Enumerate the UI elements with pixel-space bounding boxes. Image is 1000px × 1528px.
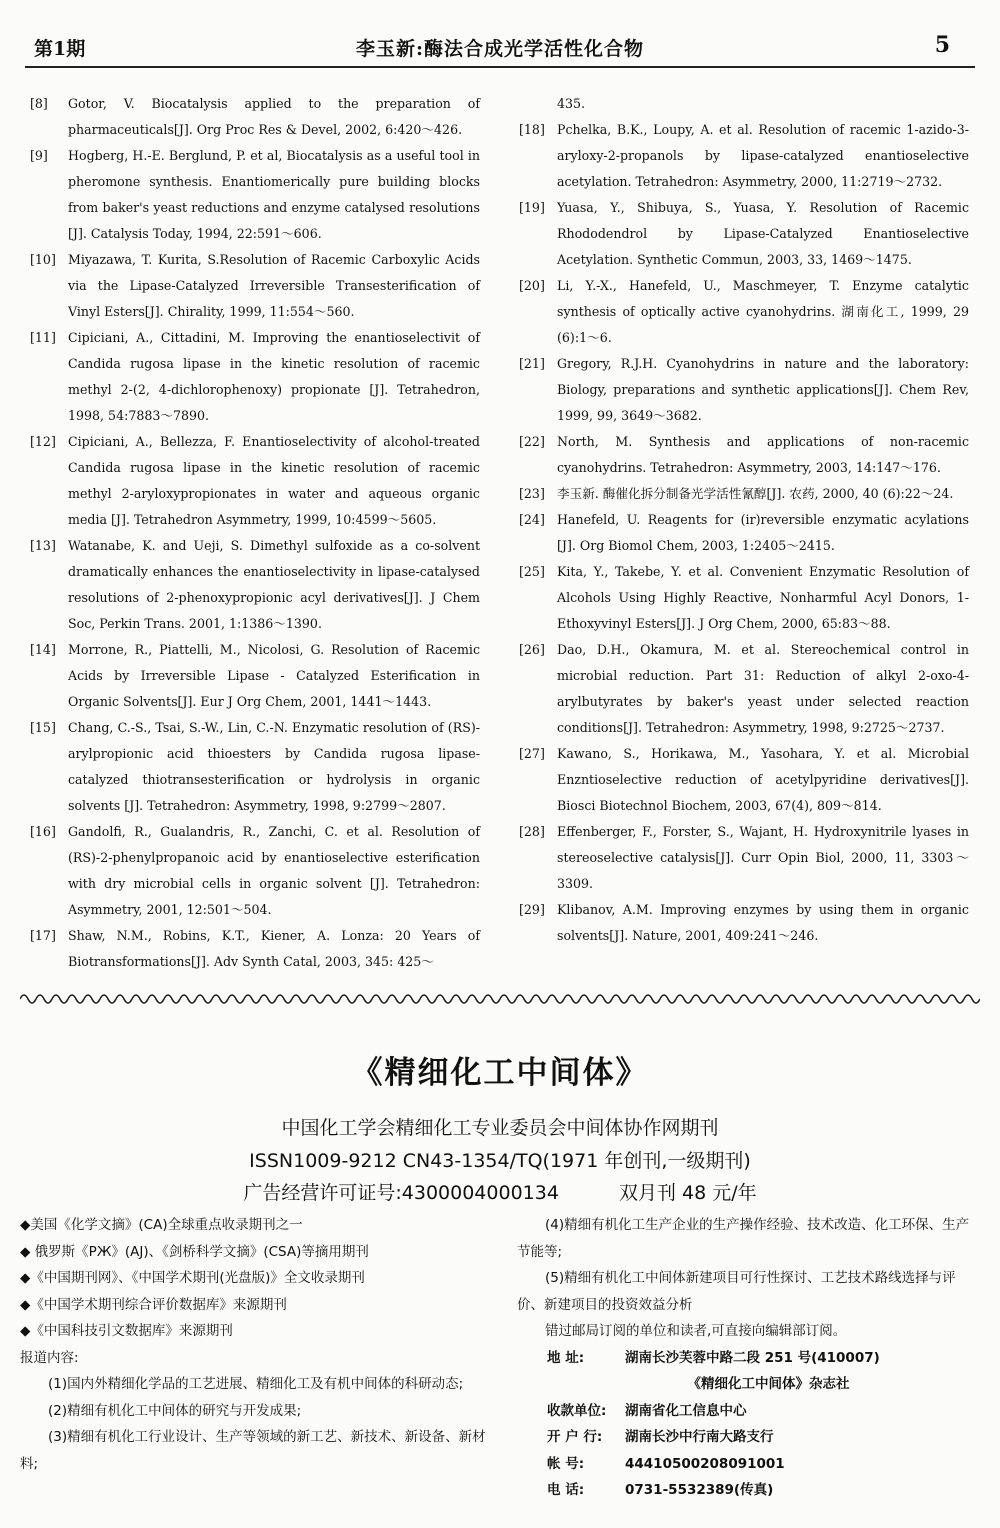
reference-entry	[30, 715, 480, 819]
price: 双月刊 48 元/年	[618, 1182, 757, 1204]
report-item: (2)精细有机化工中间体的研究与开发成果;	[48, 1402, 302, 1419]
reference-number: [28]	[519, 824, 545, 839]
reference-number: [29]	[519, 902, 545, 917]
reference-text: 李玉新. 酶催化拆分制备光学活性氰醇[J]. 农药, 2000, 40 (6):22～24.	[557, 486, 954, 501]
references-right-column	[519, 91, 969, 949]
reference-text: Effenberger, F., Forster, S., Wajant, H. Hydroxynitrile lyases in stereoselective catalysis[J]. Curr Opin Biol, 2000, 11, 3303～3309.	[557, 824, 969, 891]
account-row	[517, 1451, 980, 1478]
reference-number: [13]	[30, 538, 56, 553]
reference-text: Hanefeld, U. Reagents for (ir)reversible enzymatic acylations [J]. Org Biomol Chem, 2003, 1:2405～2415.	[557, 512, 969, 553]
reference-entry	[519, 195, 969, 273]
reference-entry	[519, 429, 969, 481]
reference-number: [18]	[519, 122, 545, 137]
account-label: 帐 号:	[547, 1455, 585, 1472]
journal-issn: ISSN1009-9212 CN43-1354/TQ(1971 年创刊,一级期刊)	[249, 1150, 751, 1172]
reference-entry	[519, 637, 969, 741]
reference-text: Kawano, S., Horikawa, M., Yasohara, Y. et al. Microbial Enzntioselective reduction of acetylpyridine derivatives[J]. Biosci Biotechnol Biochem, 2003, 67(4), 809～814.	[557, 746, 969, 813]
reference-text: Cipiciani, A., Bellezza, F. Enantioselectivity of alcohol-treated Candida rugosa lipase in the kinetic resolution of racemic methyl 2-aryloxypropionates in water and aqueous organic media [J]. Tetrahedron Asymmetry, 1999, 10:4599～5605.	[68, 434, 480, 527]
reference-number: [15]	[30, 720, 56, 735]
running-title: 李玉新:酶法合成光学活性化合物	[355, 38, 644, 60]
reference-entry	[519, 351, 969, 429]
reference-number: [22]	[519, 434, 545, 449]
ad-right-column	[517, 1212, 980, 1504]
reference-text: Gandolfi, R., Gualandris, R., Zanchi, C. et al. Resolution of (RS)-2-phenylpropanoic acid by enantioselective esterification with dry microbial cells in organic solvent [J]. Tetrahedron: Asymmetry, 2001, 12:501～504.	[68, 824, 480, 917]
journal-sponsor: 中国化工学会精细化工专业委员会中间体协作网期刊	[281, 1117, 719, 1139]
reference-number: [8]	[30, 96, 48, 111]
page-header	[0, 0, 1000, 70]
reference-text: Dao, D.H., Okamura, M. et al. Stereochemical control in microbial reduction. Part 31: Reduction of alkyl 2-oxo-4-arylbutyrates by baker's yeast under selected reaction conditions[J]. Tetrahedron: Asymmetry, 1998, 9:2725～2737.	[557, 642, 969, 735]
license-number: 广告经营许可证号:4300004000134	[243, 1182, 559, 1204]
reference-entry	[519, 91, 969, 117]
reference-text: Hogberg, H.-E. Berglund, P. et al, Biocatalysis as a useful tool in pheromone synthesis. Enantiomerically pure building blocks from baker's yeast reductions and enzyme catalysed resolutions [J]. Catalysis Today, 1994, 22:591～606.	[68, 148, 480, 241]
reference-text: Cipiciani, A., Cittadini, M. Improving the enantioselectivit of Candida rugosa lipase in the kinetic resolution of racemic methyl 2-(2, 4-dichlorophenoxy) propionate [J]. Tetrahedron, 1998, 54:7883～7890.	[68, 330, 480, 423]
reference-text: Chang, C.-S., Tsai, S.-W., Lin, C.-N. Enzymatic resolution of (RS)-arylpropionic acid thioesters by Candida rugosa lipase-catalyzed thiotransesterification or hydrolysis in organic solvents [J]. Tetrahedron: Asymmetry, 1998, 9:2799～2807.	[68, 720, 480, 813]
reference-number: [16]	[30, 824, 56, 839]
report-item: (3)精细有机化工行业设计、生产等领域的新工艺、新技术、新设备、新材料;	[20, 1429, 486, 1472]
reference-entry	[30, 429, 480, 533]
phone-row	[517, 1477, 980, 1504]
reference-text: Shaw, N.M., Robins, K.T., Kiener, A. Lonza: 20 Years of Biotransformations[J]. Adv Synth Catal, 2003, 345: 425～	[68, 928, 480, 969]
publisher-name: 《精细化工中间体》杂志社	[687, 1376, 850, 1392]
address-label: 地 址:	[547, 1349, 585, 1366]
reference-entry	[519, 117, 969, 195]
reference-number: [25]	[519, 564, 545, 579]
reference-entry	[519, 481, 969, 507]
ad-bullet: ◆ 《中国学术期刊综合评价数据库》来源期刊	[20, 1292, 488, 1319]
report-item: (1)国内外精细化学品的工艺进展、精细化工及有机中间体的科研动态;	[48, 1376, 464, 1392]
reference-number: [23]	[519, 486, 545, 501]
reference-number: [26]	[519, 642, 545, 657]
payee-row	[517, 1398, 980, 1425]
reference-text: Yuasa, Y., Shibuya, S., Yuasa, Y. Resolution of Racemic Rhododendrol by Lipase-Catalyzed Enantioselective Acetylation. Synthetic Commun, 2003, 33, 1469～1475.	[557, 200, 969, 267]
reference-text: Kita, Y., Takebe, Y. et al. Convenient Enzymatic Resolution of Alcohols Using Highly Reactive, Nonharmful Acyl Donors, 1-Ethoxyvinyl Esters[J]. J Org Chem, 2000, 65:83～88.	[557, 564, 969, 631]
reference-number: [27]	[519, 746, 545, 761]
address-value: 湖南长沙芙蓉中路二段 251 号(410007)	[625, 1349, 880, 1366]
ad-left-column	[20, 1212, 488, 1477]
report-item: (4)精细有机化工生产企业的生产操作经验、技术改造、化工环保、生产节能等;	[517, 1217, 970, 1260]
reference-number: [10]	[30, 252, 56, 267]
reference-number: [17]	[30, 928, 56, 943]
reference-text: Gotor, V. Biocatalysis applied to the preparation of pharmaceuticals[J]. Org Proc Res & Devel, 2002, 6:420～426.	[68, 96, 480, 137]
reference-number: [21]	[519, 356, 545, 371]
ad-bullet: ◆ 《中国科技引文数据库》来源期刊	[20, 1318, 488, 1345]
reference-entry	[519, 819, 969, 897]
reference-entry	[30, 637, 480, 715]
phone-label: 电 话:	[547, 1482, 585, 1498]
payee-label: 收款单位:	[547, 1402, 607, 1419]
reference-text: Gregory, R.J.H. Cyanohydrins in nature and the laboratory: Biology, preparations and synthetic applications[J]. Chem Rev, 1999, 99, 3649～3682.	[557, 356, 969, 423]
bank-label: 开 户 行:	[547, 1429, 603, 1445]
reference-number: [14]	[30, 642, 56, 657]
reference-number: [24]	[519, 512, 545, 527]
reference-entry	[519, 273, 969, 351]
ad-bullet: ◆ 美国《化学文摘》(CA)全球重点收录期刊之一	[20, 1212, 488, 1239]
reference-text: 435.	[557, 96, 586, 111]
issue-label: 第1期	[34, 38, 86, 60]
journal-license-line	[0, 1178, 1000, 1205]
bank-row	[517, 1424, 980, 1451]
references-left-column	[30, 91, 480, 975]
reference-text: Watanabe, K. and Ueji, S. Dimethyl sulfoxide as a co-solvent dramatically enhances the enantioselectivity in lipase-catalysed resolutions of 2-phenoxypropionic acyl derivatives[J]. J Chem Soc, Perkin Trans. 2001, 1:1386～1390.	[68, 538, 480, 631]
account-value: 44410500208091001	[625, 1455, 785, 1472]
reference-entry	[30, 325, 480, 429]
page-number: 5	[934, 32, 950, 58]
reference-entry	[519, 741, 969, 819]
reference-number: [19]	[519, 200, 545, 215]
reference-text: Morrone, R., Piattelli, M., Nicolosi, G. Resolution of Racemic Acids by Irreversible Lipase - Catalyzed Esterification in Organic Solvents[J]. Eur J Org Chem, 2001, 1441～1443.	[68, 642, 480, 709]
reference-number: [12]	[30, 434, 56, 449]
ad-bullet: ◆ 俄罗斯《PЖ》(AJ)、《剑桥科学文摘》(CSA)等摘用期刊	[20, 1239, 488, 1266]
phone-value: 0731-5532389(传真)	[625, 1482, 774, 1498]
reference-entry	[30, 91, 480, 143]
payee-value: 湖南省化工信息中心	[625, 1402, 747, 1419]
reference-entry	[30, 819, 480, 923]
reference-entry	[519, 897, 969, 949]
reference-entry	[519, 507, 969, 559]
journal-title: 《精细化工中间体》	[351, 1055, 649, 1091]
reference-text: Pchelka, B.K., Loupy, A. et al. Resolution of racemic 1-azido-3-aryloxy-2-propanols by lipase-catalyzed enantioselective acetylation. Tetrahedron: Asymmetry, 2000, 11:2719～2732.	[557, 122, 969, 189]
reference-number: [9]	[30, 148, 48, 163]
reference-number: [11]	[30, 330, 56, 345]
ornament-divider	[20, 990, 980, 1004]
ad-bullet: ◆ 《中国期刊网》、《中国学术期刊(光盘版)》全文收录期刊	[20, 1265, 488, 1292]
address-row	[517, 1345, 980, 1372]
header-rule	[25, 66, 975, 68]
reference-text: North, M. Synthesis and applications of non-racemic cyanohydrins. Tetrahedron: Asymmetry, 2003, 14:147～176.	[557, 434, 969, 475]
reference-entry	[30, 923, 480, 975]
reference-text: Li, Y.-X., Hanefeld, U., Maschmeyer, T. Enzyme catalytic synthesis of optically active cyanohydrins. 湖南化工, 1999, 29 (6):1～6.	[557, 278, 969, 345]
reference-entry	[30, 143, 480, 247]
reference-entry	[30, 533, 480, 637]
reference-text: Klibanov, A.M. Improving enzymes by using them in organic solvents[J]. Nature, 2001, 409:241～246.	[557, 902, 969, 943]
reference-entry	[519, 559, 969, 637]
reference-number: [20]	[519, 278, 545, 293]
bank-value: 湖南长沙中行南大路支行	[625, 1429, 774, 1445]
subscription-note: 错过邮局订阅的单位和读者,可直接向编辑部订阅。	[545, 1323, 847, 1339]
report-label: 报道内容:	[20, 1349, 79, 1366]
reference-entry	[30, 247, 480, 325]
report-item: (5)精细有机化工中间体新建项目可行性探讨、工艺技术路线选择与评价、新建项目的投资效益分析	[517, 1270, 956, 1313]
reference-text: Miyazawa, T. Kurita, S.Resolution of Racemic Carboxylic Acids via the Lipase-Catalyzed Irreversible Transesterification of Vinyl Esters[J]. Chirality, 1999, 11:554～560.	[68, 252, 480, 319]
